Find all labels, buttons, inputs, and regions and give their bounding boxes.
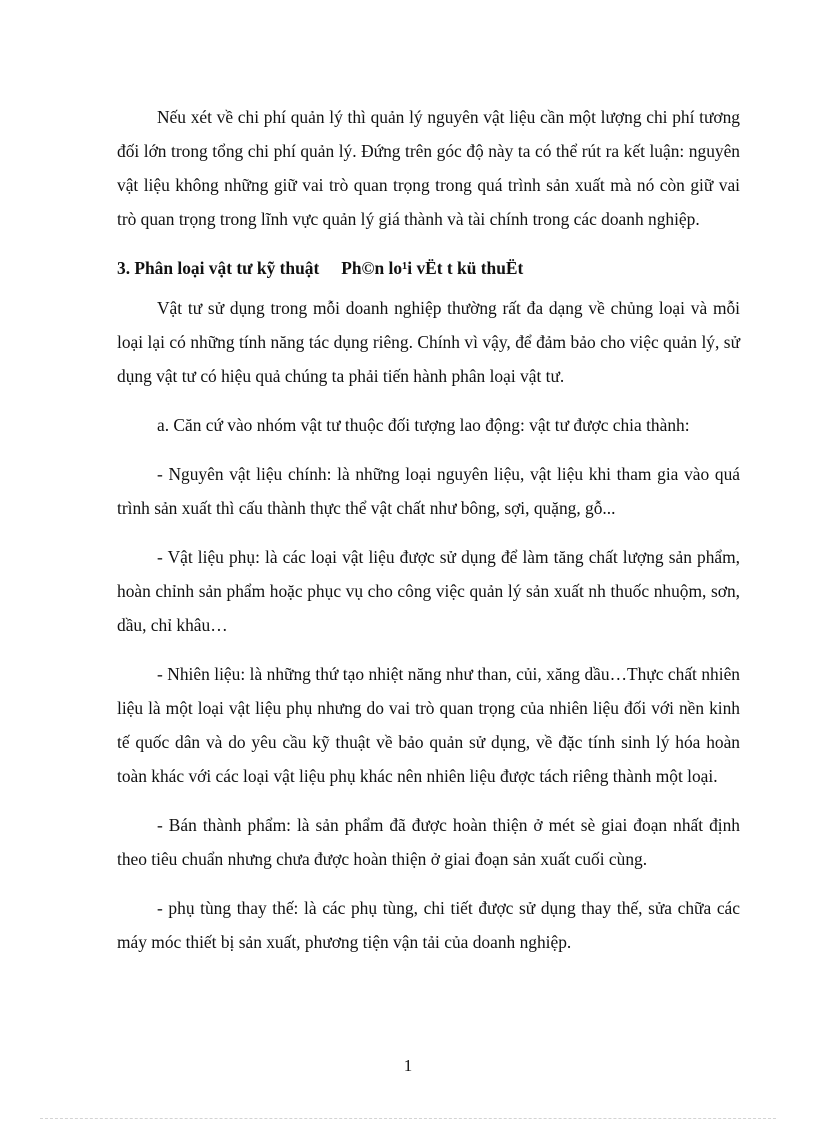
paragraph-fuel: - Nhiên liệu: là những thứ tạo nhiệt năng như than, củi, xăng dầu…Thực chất nhiên liệu là một loại vật liệu phụ nhưng do vai trò quan trọng của nhiên liệu đối với nền kinh tế quốc dân và do yêu cầu kỹ thuật về bảo quản sử dụng, về đặc tính sinh lý hóa hoàn toàn khác với các loại vật liệu phụ khác nên nhiên liệu được tách riêng thành một loại. xyxy=(117,664,740,786)
paragraph-spare-parts: - phụ tùng thay thế: là các phụ tùng, chi tiết được sử dụng thay thế, sửa chữa các máy móc thiết bị sản xuất, phương tiện vận tải của doanh nghiệp. xyxy=(117,898,740,952)
section-heading xyxy=(117,251,740,285)
paragraph-intro: Nếu xét về chi phí quản lý thì quản lý nguyên vật liệu cần một lượng chi phí tương đối lớn trong tổng chi phí quản lý. Đứng trên góc độ này ta có thể rút ra kết luận: nguyên vật liệu không những giữ vai trò quan trọng trong quá trình sản xuất mà nó còn giữ vai trò quan trọng trong lĩnh vực quản lý giá thành và tài chính trong các doanh nghiệp. xyxy=(117,107,740,229)
section-title-garbled: Ph©n lo¹i vËt t kü thuËt xyxy=(341,258,524,278)
paragraph-group-a: a. Căn cứ vào nhóm vật tư thuộc đối tượng lao động: vật tư được chia thành: xyxy=(157,415,690,435)
page-number: 1 xyxy=(403,1056,413,1075)
paragraph-main-materials: - Nguyên vật liệu chính: là những loại nguyên liệu, vật liệu khi tham gia vào quá trình sản xuất thì cấu thành thực thể vật chất như bông, sợi, quặng, gỗ... xyxy=(117,464,740,518)
paragraph-classification-intro: Vật tư sử dụng trong mỗi doanh nghiệp thường rất đa dạng về chủng loại và mỗi loại lại có những tính năng tác dụng riêng. Chính vì vậy, để đảm bảo cho việc quản lý, sử dụng vật tư có hiệu quả chúng ta phải tiến hành phân loại vật tư. xyxy=(117,298,740,386)
section-title: 3. Phân loại vật tư kỹ thuật xyxy=(117,258,320,278)
page-content xyxy=(117,100,740,974)
page-bottom-divider xyxy=(40,1118,776,1119)
paragraph-auxiliary-materials: - Vật liệu phụ: là các loại vật liệu được sử dụng để làm tăng chất lượng sản phẩm, hoàn chỉnh sản phẩm hoặc phục vụ cho công việc quản lý sản xuất nh thuốc nhuộm, sơn, dầu, chỉ khâu… xyxy=(117,547,740,635)
paragraph-semi-finished: - Bán thành phẩm: là sản phẩm đã được hoàn thiện ở mét sè giai đoạn nhất định theo tiêu chuẩn nhưng chưa được hoàn thiện ở giai đoạn sản xuất cuối cùng. xyxy=(117,815,740,869)
